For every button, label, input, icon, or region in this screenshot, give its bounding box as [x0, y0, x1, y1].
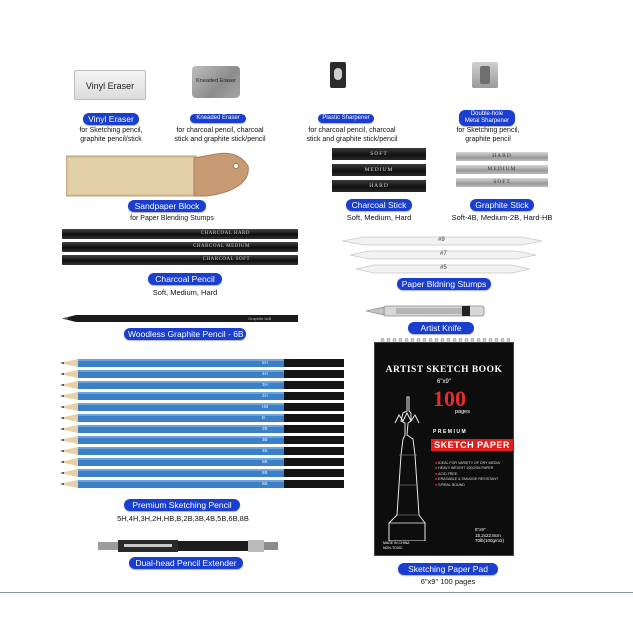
woodless-pencil-tag: Woodless Graphite Pencil - 6B — [124, 328, 246, 340]
sketching-pencil-desc: 5H,4H,3H,2H,HB,B,2B,3B,4B,5B,6B,8B — [117, 514, 249, 523]
charcoal-stick-medium: MEDIUM — [332, 164, 426, 176]
kneaded-eraser-tag: Kneaded Eraser — [190, 114, 246, 123]
graphite-stick-tag: Graphite Stick — [470, 199, 534, 211]
sketch-book-count: 100 — [433, 386, 466, 411]
vinyl-eraser-image: Vinyl Eraser — [74, 70, 146, 100]
sketching-pencil-grade: 8B — [262, 481, 268, 486]
feature-item: ■ ACID FREE — [435, 472, 500, 477]
metal-sharpener-image — [472, 62, 498, 88]
feature-item: ■ ERASABLE & SMUDGE RESISTANT — [435, 477, 500, 482]
sketching-pencil — [60, 435, 344, 445]
charcoal-pencil-desc: Soft, Medium, Hard — [152, 288, 218, 297]
sketching-pencil-grade: 6B — [262, 470, 268, 475]
sketching-pencil-grade: 2H — [262, 393, 268, 398]
vinyl-eraser-tag: Vinyl Eraser — [83, 113, 139, 125]
blending-stump-label: #9 — [438, 237, 445, 243]
sketching-pencil-grade: 3H — [262, 382, 268, 387]
sketching-pencil-grade: HB — [262, 404, 269, 409]
sketching-pencil-grade: B — [262, 415, 266, 420]
desc-line: stick and graphite stick/pencil — [306, 135, 398, 143]
metal-sharpener-desc — [448, 127, 528, 144]
sketch-book-size: 6"x9" — [437, 379, 451, 385]
sketching-pencil — [60, 380, 344, 390]
sketch-book-info — [475, 527, 504, 544]
sandpaper-block-desc: for Paper Blending Stumps — [130, 215, 214, 222]
sketching-pencil — [60, 402, 344, 412]
graphite-stick-soft: SOFT — [456, 178, 548, 187]
kneaded-eraser-desc — [168, 127, 272, 144]
blending-stumps-tag: Paper Bldning Stumps — [397, 278, 491, 290]
sketching-pencil-grade: 3B — [262, 437, 268, 442]
charcoal-pencil-tag: Charcoal Pencil — [148, 273, 222, 285]
sketch-pad-image — [374, 342, 514, 556]
info-line: 15.2x22.8cm — [475, 532, 501, 538]
sketching-pencil-tag: Premium Sketching Pencil — [124, 499, 240, 511]
artist-knife-image — [366, 304, 486, 318]
artist-knife-tag: Artist Knife — [408, 322, 474, 334]
sketch-book-made-in — [383, 541, 409, 550]
plastic-sharpener-tag: Plastic Sharpener — [318, 114, 374, 123]
made-line: NON-TOXIC — [383, 545, 403, 550]
pencil-extender-image — [98, 538, 278, 554]
sketching-pencil-grade: 5B — [262, 459, 268, 464]
charcoal-pencil-medium — [62, 242, 298, 252]
charcoal-stick-hard: HARD — [332, 180, 426, 192]
kneaded-eraser-imprint: Kneaded Eraser — [196, 78, 236, 84]
charcoal-pencil-label: CHARCOAL MEDIUM — [193, 244, 250, 249]
desc-line: for charcoal pencil, charcoal — [308, 127, 396, 134]
sketching-pencil-grade: 4B — [262, 448, 268, 453]
feature-item: ■ IDEAL FOR VARIETY OF DRY MEDIA — [435, 461, 500, 466]
feature-item: ■ HEAVY WEIGHT 100GSM PAPER — [435, 466, 500, 471]
sketch-pad-desc: 6"x9" 100 pages — [420, 577, 476, 586]
charcoal-stick-tag: Charcoal Stick — [346, 199, 412, 211]
sketch-book-features — [435, 461, 500, 488]
sketching-pencil — [60, 391, 344, 401]
feature-item: ■ SPIRAL BOUND — [435, 483, 500, 488]
sketching-pencil — [60, 479, 344, 489]
sketch-book-count-unit: pages — [455, 409, 470, 415]
charcoal-stick-desc: Soft, Medium, Hard — [346, 213, 412, 222]
sketch-book-headline: SKETCH PAPER — [431, 439, 513, 451]
sketching-pencil — [60, 457, 344, 467]
desc-line: graphite pencil — [465, 135, 511, 143]
tag-line: Double-hole — [470, 111, 504, 117]
graphite-stick-medium: MEDIUM — [456, 165, 548, 174]
sandpaper-block-tag: Sandpaper Block — [128, 200, 206, 212]
info-line: 6"x9" — [475, 527, 486, 532]
made-line: MADE IN CHINA — [383, 541, 410, 545]
sketching-pencil — [60, 468, 344, 478]
plastic-sharpener-desc — [298, 127, 406, 144]
vinyl-eraser-desc — [66, 127, 156, 144]
sketching-pencil — [60, 358, 344, 368]
sketch-book-premium: PREMIUM — [433, 429, 468, 435]
blending-stump-label: #5 — [440, 265, 447, 271]
sketching-pencil-grade: 5H — [262, 360, 268, 365]
charcoal-stick-soft: SOFT — [332, 148, 426, 160]
charcoal-pencil-label: CHARCOAL HARD — [200, 231, 250, 236]
sketching-pencil — [60, 369, 344, 379]
bottom-divider — [0, 592, 633, 593]
kneaded-eraser-image — [192, 66, 240, 98]
desc-line: for Sketching pencil, — [79, 127, 143, 134]
sketching-pencil-grade: 4H — [262, 371, 268, 376]
statue-of-liberty-illustration — [381, 395, 435, 541]
tag-line: Metal Sharpener — [464, 118, 510, 124]
desc-line: for Sketching pencil, — [456, 127, 520, 134]
sketch-book-title: ARTIST SKETCH BOOK — [385, 365, 503, 375]
charcoal-pencil-soft — [62, 255, 298, 265]
sketching-pencil — [60, 424, 344, 434]
sketching-pencil — [60, 446, 344, 456]
sketching-pencil — [60, 413, 344, 423]
charcoal-pencil-label: CHARCOAL SOFT — [202, 257, 250, 262]
desc-line: stick and graphite stick/pencil — [174, 135, 266, 143]
sandpaper-block-image — [66, 152, 250, 198]
sketching-pencil-grade: 2B — [262, 426, 268, 431]
info-line: 70lb(100g/m2) — [475, 538, 505, 543]
graphite-stick-hard: HARD — [456, 152, 548, 161]
woodless-pencil-imprint: Graphite 6xB — [248, 316, 272, 321]
metal-sharpener-tag — [459, 110, 515, 126]
graphite-stick-desc: Soft-4B, Medium-2B, Hard-HB — [451, 213, 553, 222]
desc-line: for charcoal pencil, charcoal — [176, 127, 264, 134]
blending-stump-label: #7 — [440, 251, 447, 257]
desc-line: graphite pencil/stick — [80, 135, 142, 143]
charcoal-pencil-hard — [62, 229, 298, 239]
sketch-pad-tag: Sketching Paper Pad — [398, 563, 498, 575]
pencil-extender-tag: Dual-head Pencil Extender — [129, 557, 243, 569]
plastic-sharpener-image — [330, 62, 346, 88]
